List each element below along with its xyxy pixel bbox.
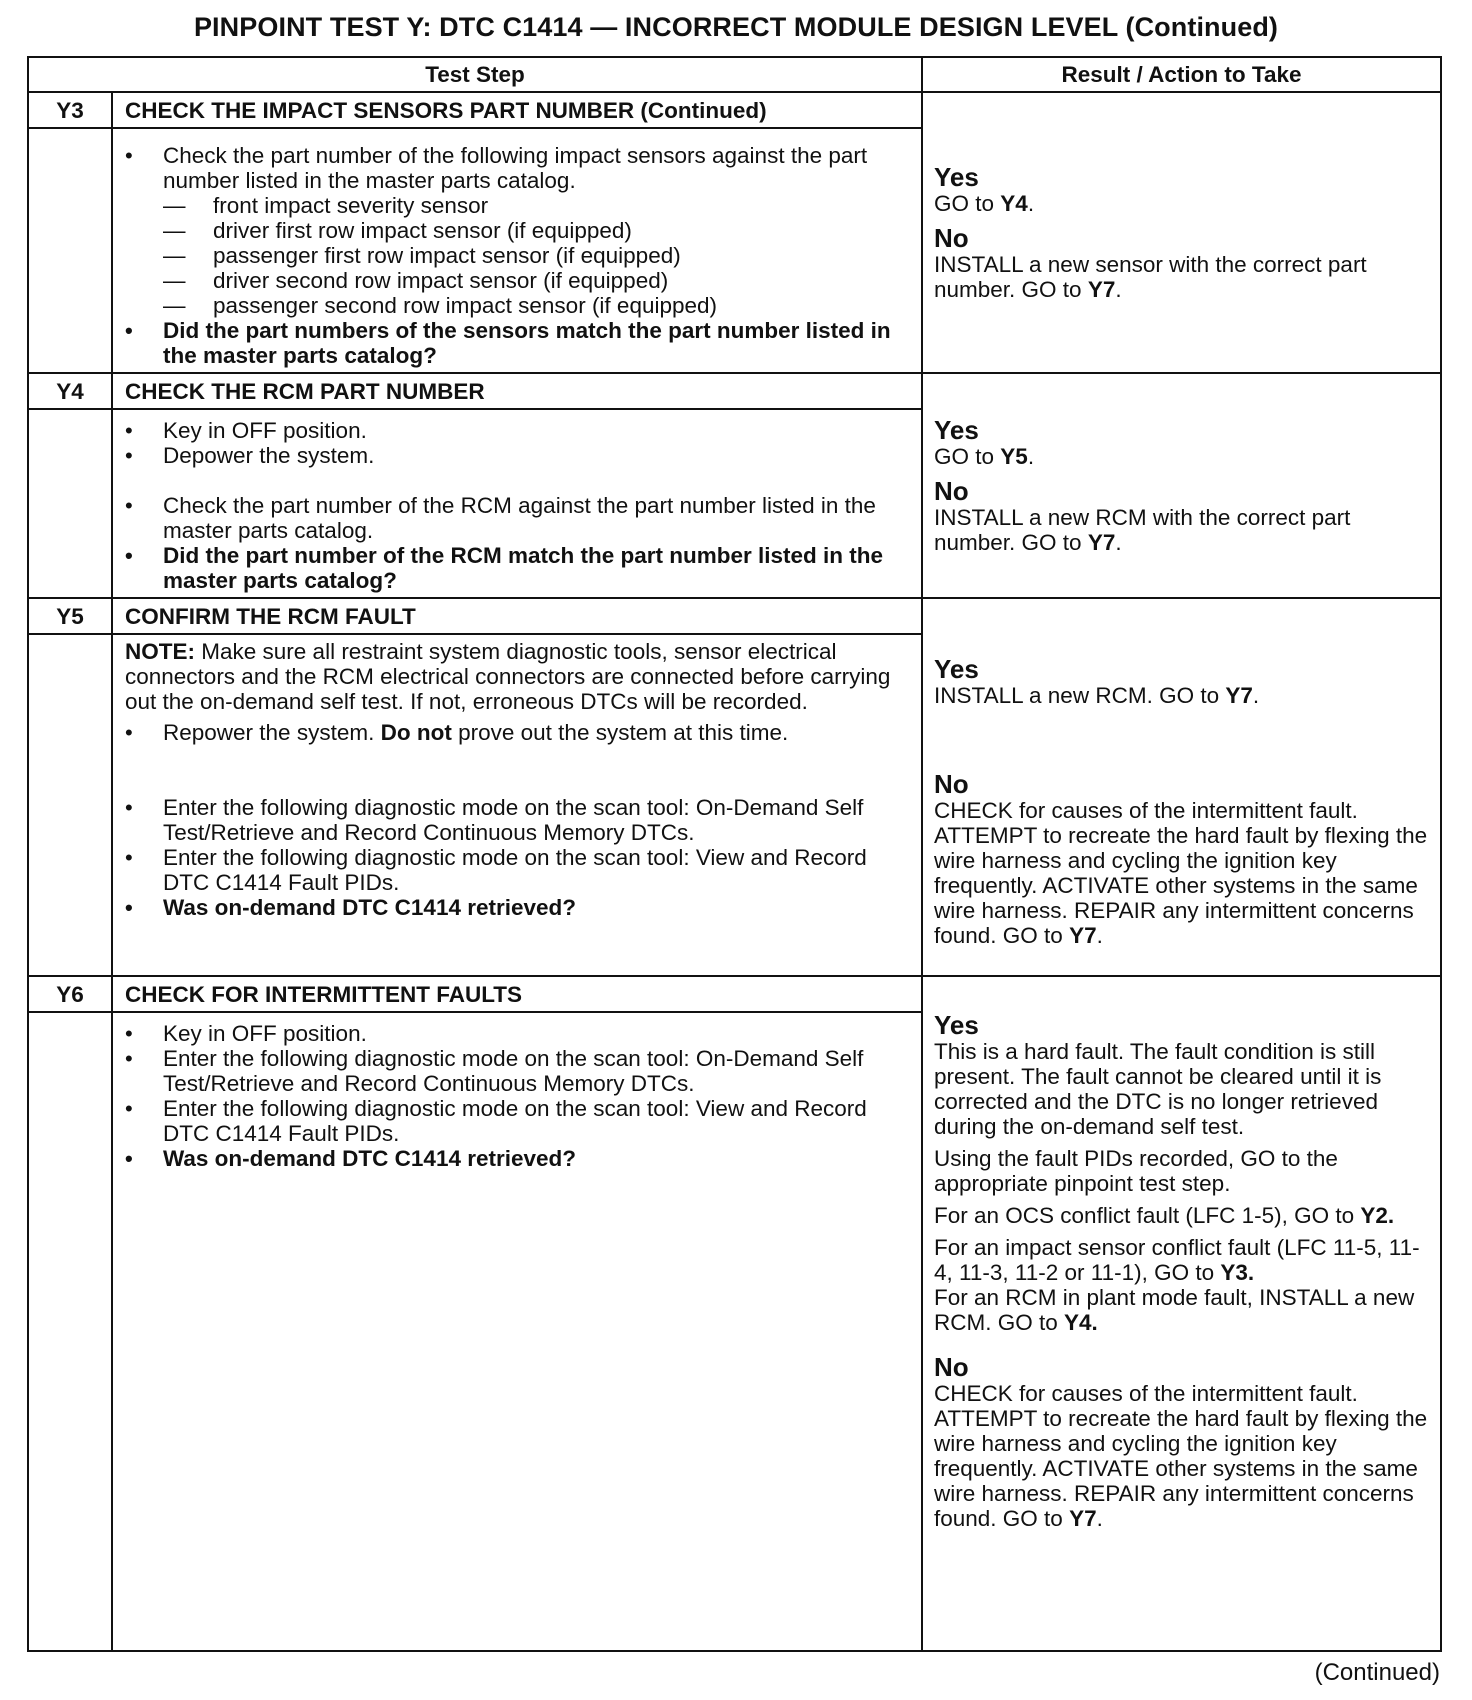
instruction-item: • Key in OFF position. [125,1021,907,1046]
question-item: • Was on-demand DTC C1414 retrieved? [125,895,907,920]
no-action: CHECK for causes of the intermittent fault. ATTEMPT to recreate the hard fault by flexing the wire harness and cycling the ignition key frequently. ACTIVATE other systems in the same wire harness. REPAIR any intermittent concerns found. GO to Y7. [934,1381,1428,1531]
sensor-item: — driver first row impact sensor (if equipped) [163,218,907,243]
step-title-row [28,373,1441,409]
yes-action: For an impact sensor conflict fault (LFC 11-5, 11-4, 11-3, 11-2 or 11-1), GO to Y3. [934,1235,1420,1285]
step-id-y6: Y6 [28,976,112,1012]
step-title-y3: CHECK THE IMPACT SENSORS PART NUMBER (Continued) [112,92,922,128]
step-body-y3 [112,128,922,373]
instruction-item: • Enter the following diagnostic mode on the scan tool: On-Demand Self Test/Retrieve and Record Continuous Memory DTCs. [125,1046,907,1096]
question-item: • Was on-demand DTC C1414 retrieved? [125,1146,907,1171]
header-result: Result / Action to Take [922,57,1441,92]
yes-label: Yes [934,654,979,684]
page-title: PINPOINT TEST Y: DTC C1414 — INCORRECT MODULE DESIGN LEVEL (Continued) [193,12,1279,42]
sensor-list [163,193,907,318]
step-id-y4: Y4 [28,373,112,409]
yes-action: GO to Y4. [934,191,1035,216]
step-title-row [28,598,1441,634]
no-action: CHECK for causes of the intermittent fault. ATTEMPT to recreate the hard fault by flexing the wire harness and cycling the ignition key frequently. ACTIVATE other systems in the same wire harness. REPAIR any intermittent concerns found. GO to Y7. [934,798,1428,948]
instruction-item: • Depower the system. [125,443,907,468]
instruction-item: • Check the part number of the following impact sensors against the part number listed in the master parts catalog. — front impact severity sensor — driver first row impact sensor (if equipped) — passenger first row impact sensor (if equipped) — driver second row impact sensor (if equipped) — passenger second row impact sensor (if equipped) [125,143,907,318]
step-id-spacer [28,634,112,976]
yes-action: For an RCM in plant mode fault, INSTALL a new RCM. GO to Y4. [934,1285,1415,1335]
step-id-y5: Y5 [28,598,112,634]
yes-label: Yes [934,415,979,445]
question-item: • Did the part number of the RCM match the part number listed in the master parts catalog? [125,543,907,593]
sensor-item: — driver second row impact sensor (if equipped) [163,268,907,293]
result-y3 [922,92,1441,373]
instruction-item: • Key in OFF position. [125,418,907,443]
step-title-y6: CHECK FOR INTERMITTENT FAULTS [112,976,922,1012]
instruction-item: • Enter the following diagnostic mode on the scan tool: View and Record DTC C1414 Fault PIDs. [125,1096,907,1146]
no-action: INSTALL a new sensor with the correct part number. GO to Y7. [934,252,1367,302]
step-id-spacer [28,1012,112,1651]
yes-action: GO to Y5. [934,444,1035,469]
header-row [28,57,1441,92]
yes-action: This is a hard fault. The fault condition is still present. The fault cannot be cleared until it is corrected and the DTC is no longer retrieved during the on-demand self test. [934,1039,1382,1139]
yes-action: For an OCS conflict fault (LFC 1-5), GO to Y2. [934,1203,1395,1228]
instruction-item: • Repower the system. Do not prove out the system at this time. [125,720,907,745]
instruction-item: • Check the part number of the RCM against the part number listed in the master parts catalog. [125,493,907,543]
result-y5 [922,598,1441,976]
continued-label: (Continued) [1314,1659,1440,1686]
no-label: No [934,1352,969,1382]
step-title-row [28,92,1441,128]
no-label: No [934,476,969,506]
step-title-row [28,976,1441,1012]
note-text: NOTE: Make sure all restraint system diagnostic tools, sensor electrical connectors and the RCM electrical connectors are connected before carrying out the on-demand self test. If not, erroneous DTCs will be recorded. [125,639,891,714]
step-body-y6 [112,1012,922,1651]
result-y6 [922,976,1441,1651]
result-y4 [922,373,1441,598]
yes-action: Using the fault PIDs recorded, GO to the appropriate pinpoint test step. [934,1146,1338,1196]
step-id-spacer [28,409,112,598]
sensor-item: — front impact severity sensor [163,193,907,218]
step-id-y3: Y3 [28,92,112,128]
step-title-y4: CHECK THE RCM PART NUMBER [112,373,922,409]
instruction-item: • Enter the following diagnostic mode on the scan tool: View and Record DTC C1414 Fault PIDs. [125,845,907,895]
yes-label: Yes [934,1010,979,1040]
step-id-spacer [28,128,112,373]
instruction-item: • Enter the following diagnostic mode on the scan tool: On-Demand Self Test/Retrieve and Record Continuous Memory DTCs. [125,795,907,845]
question-item: • Did the part numbers of the sensors match the part number listed in the master parts catalog? [125,318,907,368]
step-body-y5 [112,634,922,976]
sensor-item: — passenger second row impact sensor (if equipped) [163,293,907,318]
step-body-y4 [112,409,922,598]
no-label: No [934,223,969,253]
pinpoint-test-table [27,56,1442,1652]
no-action: INSTALL a new RCM with the correct part number. GO to Y7. [934,505,1351,555]
sensor-item: — passenger first row impact sensor (if equipped) [163,243,907,268]
header-test-step: Test Step [28,57,922,92]
yes-action: INSTALL a new RCM. GO to Y7. [934,683,1260,708]
step-title-y5: CONFIRM THE RCM FAULT [112,598,922,634]
yes-label: Yes [934,162,979,192]
no-label: No [934,769,969,799]
